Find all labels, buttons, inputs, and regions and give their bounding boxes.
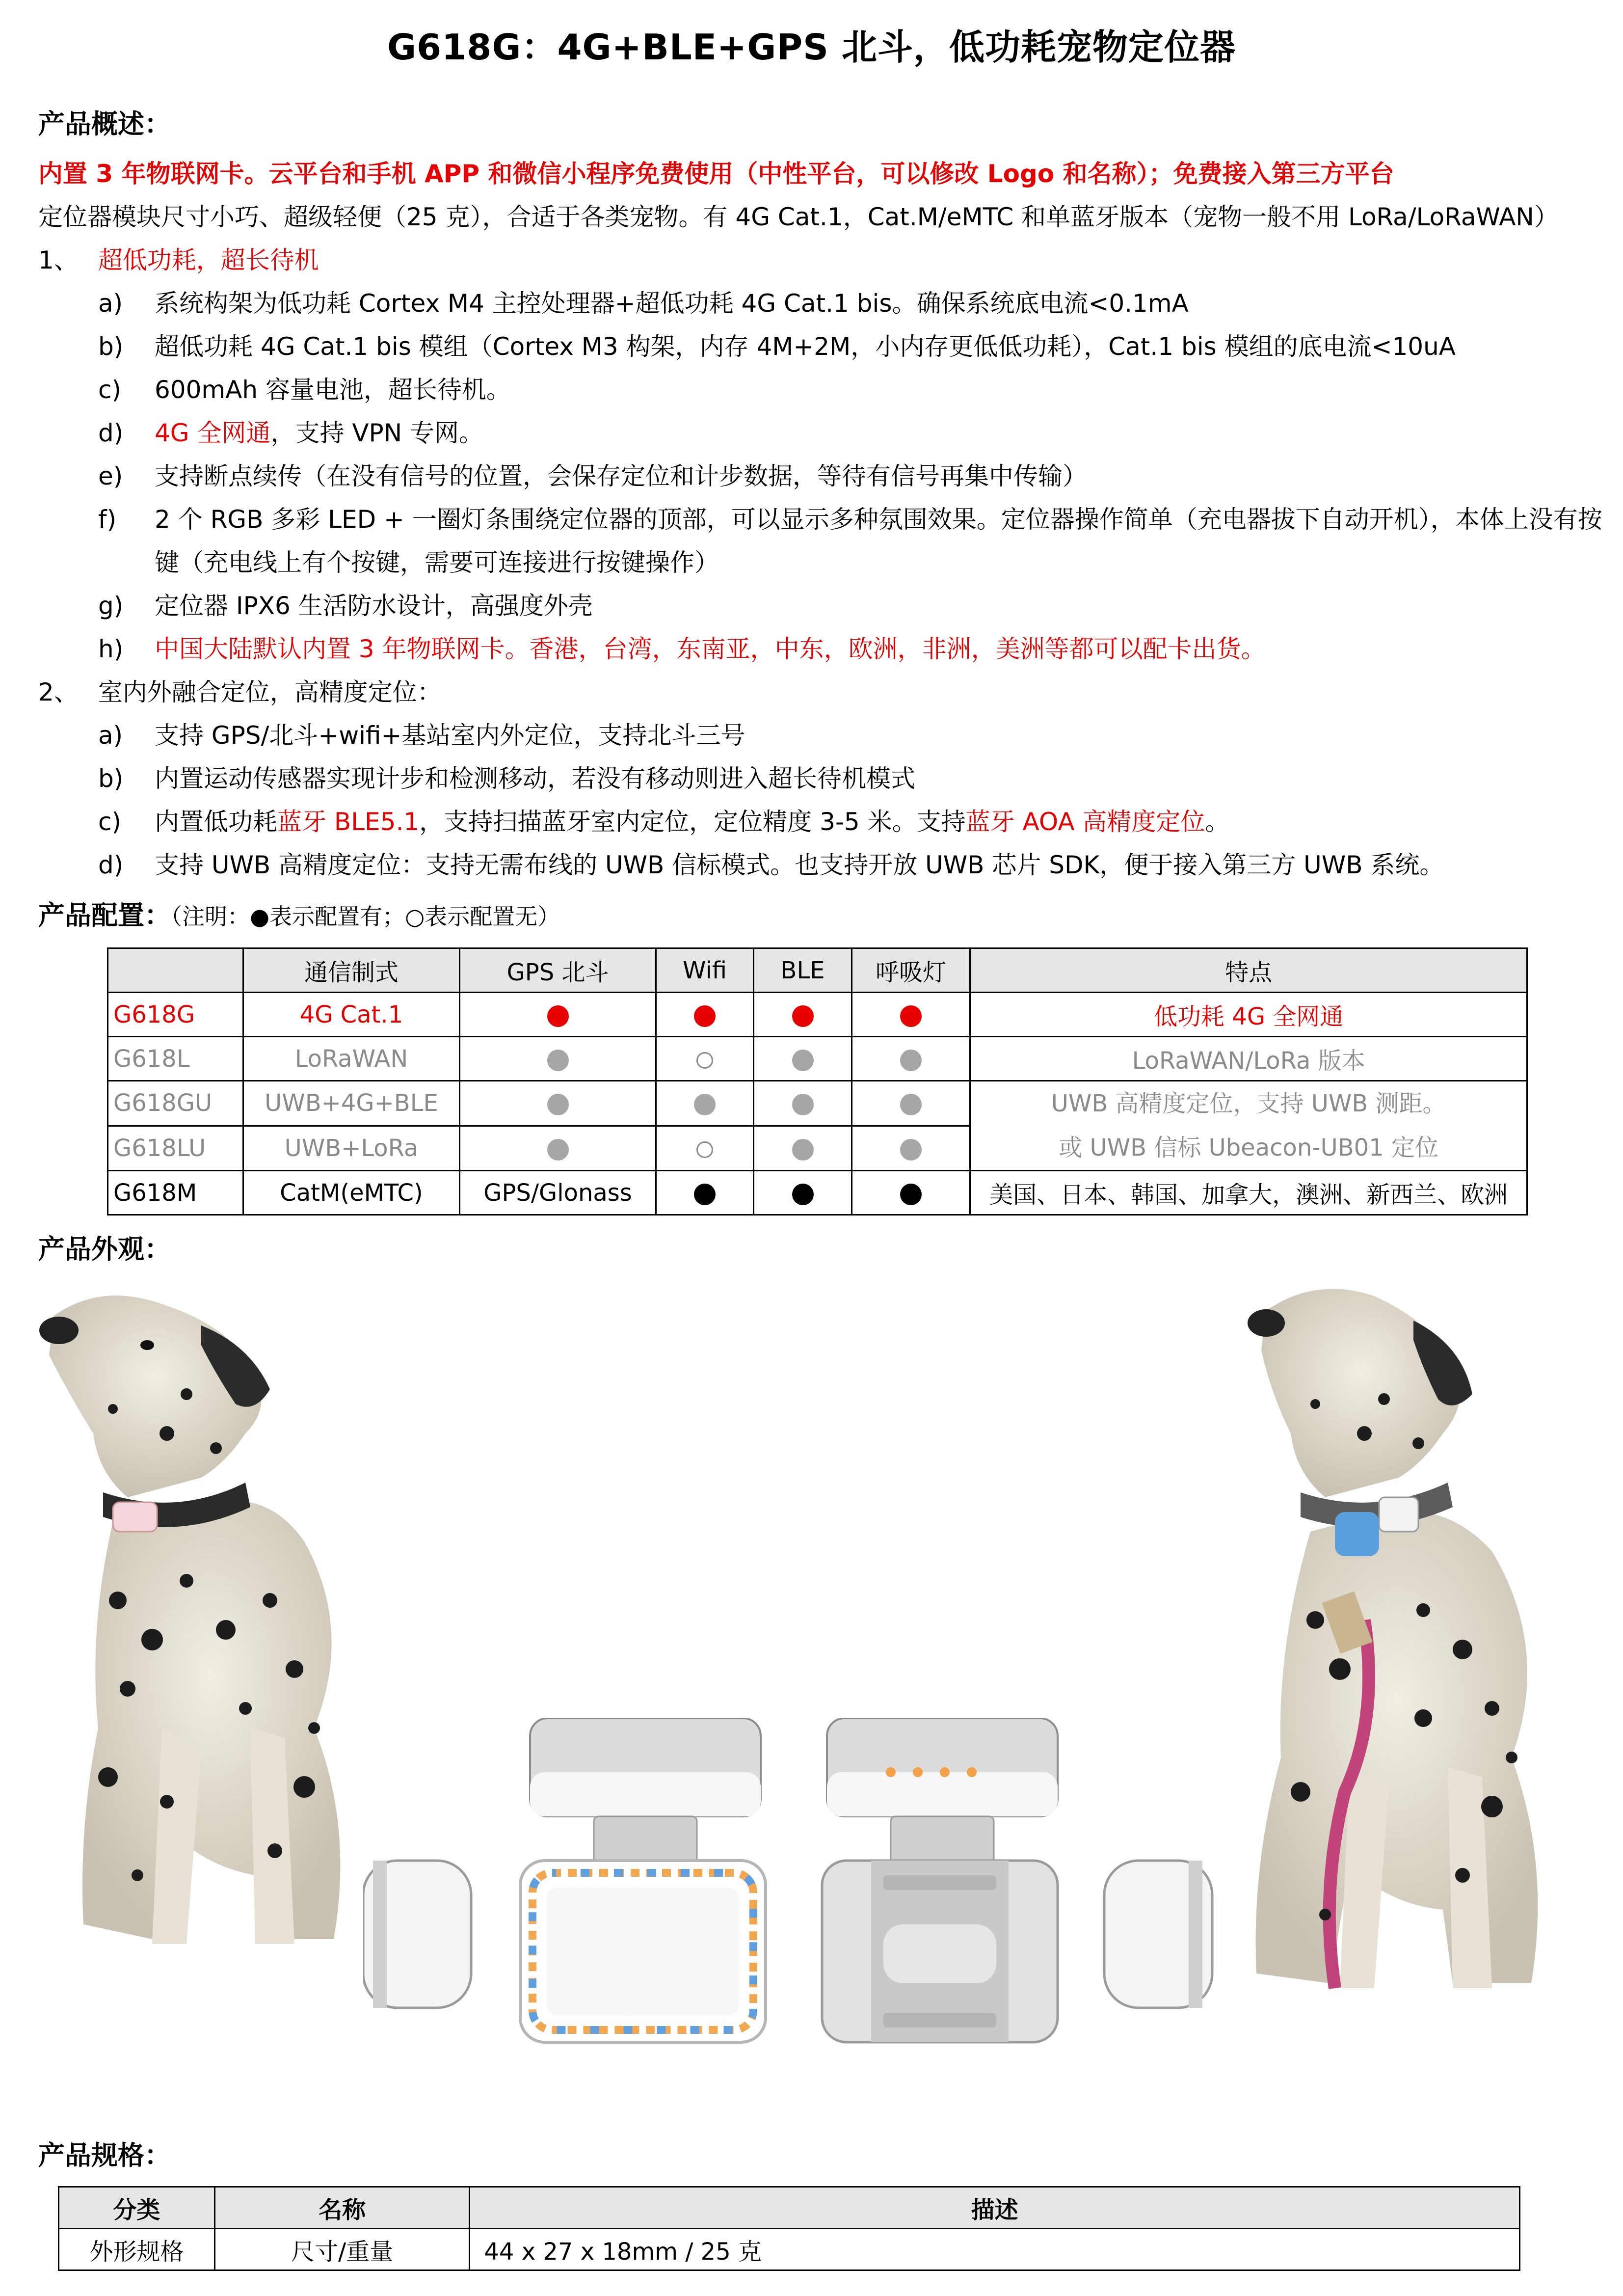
section-1-number: 1、 (38, 246, 79, 274)
filled-dot-icon (547, 1094, 569, 1115)
table-header-row: 通信制式 GPS 北斗 Wifi BLE 呼吸灯 特点 (108, 948, 1527, 993)
hollow-dot-icon (696, 1141, 713, 1158)
dalmatian-right-image (1217, 1276, 1570, 2042)
filled-dot-icon (900, 1050, 922, 1071)
overview-highlight: 内置 3 年物联网卡。云平台和手机 APP 和微信小程序免费使用（中性平台，可以修改 Logo 和名称）；免费接入第三方平台 (38, 160, 1394, 188)
overview-heading: 产品概述： (38, 108, 171, 139)
table-row: G618GU UWB+4G+BLE UWB 高精度定位，支持 UWB 测距。 或 UWB 信标 Ubeacon-UB01 定位 (108, 1081, 1527, 1126)
device-views-image (363, 1718, 1227, 2072)
filled-dot-icon (547, 1050, 569, 1071)
section-1 (38, 239, 319, 282)
specs-heading: 产品规格： (38, 2140, 171, 2171)
table-row: G618M CatM(eMTC) GPS/Glonass 美国、日本、韩国、加拿大，澳洲、新西兰、欧洲 (108, 1171, 1527, 1215)
filled-dot-icon (792, 1005, 814, 1027)
table-row: 外形规格 尺寸/重量 44 x 27 x 18mm / 25 克 (59, 2229, 1520, 2270)
page-title: G618G：4G+BLE+GPS 北斗，低功耗宠物定位器 (387, 27, 1236, 68)
specs-table (58, 2186, 1520, 2271)
filled-dot-icon (694, 1184, 716, 1205)
table-row: G618L LoRaWAN LoRaWAN/LoRa 版本 (108, 1037, 1527, 1081)
hollow-dot-icon (696, 1052, 713, 1069)
table-header-row: 分类 名称 描述 (59, 2187, 1520, 2229)
filled-dot-icon (900, 1005, 922, 1027)
config-heading: 产品配置： (38, 900, 171, 931)
section-2-title: 室内外融合定位，高精度定位： (98, 678, 442, 706)
filled-dot-icon (694, 1094, 716, 1115)
filled-dot-icon (900, 1184, 922, 1205)
table-row: G618LU UWB+LoRa (108, 1126, 1527, 1171)
section-2 (38, 671, 442, 714)
appearance-heading: 产品外观： (38, 1234, 171, 1265)
filled-dot-icon (792, 1184, 814, 1205)
overview-intro: 定位器模块尺寸小巧、超级轻便（25 克），合适于各类宠物。有 4G Cat.1，Cat.M/eMTC 和单蓝牙版本（宠物一般不用 LoRa/LoRaWAN） (38, 203, 1559, 231)
filled-dot-icon (900, 1139, 922, 1161)
dalmatian-left-image (39, 1286, 393, 1964)
filled-dot-icon (792, 1094, 814, 1115)
section-1-title: 超低功耗，超长待机 (98, 246, 319, 274)
config-note: （注明：●表示配置有；○表示配置无） (171, 903, 560, 930)
filled-dot-icon (792, 1139, 814, 1161)
config-table (107, 947, 1528, 1216)
table-row: G618G 4G Cat.1 低功耗 4G 全网通 (108, 993, 1527, 1037)
section-2-number: 2、 (38, 678, 79, 706)
filled-dot-icon (792, 1050, 814, 1071)
filled-dot-icon (900, 1094, 922, 1115)
filled-dot-icon (694, 1005, 716, 1027)
config-heading-row (38, 894, 560, 932)
filled-dot-icon (547, 1139, 569, 1161)
filled-dot-icon (547, 1005, 569, 1027)
